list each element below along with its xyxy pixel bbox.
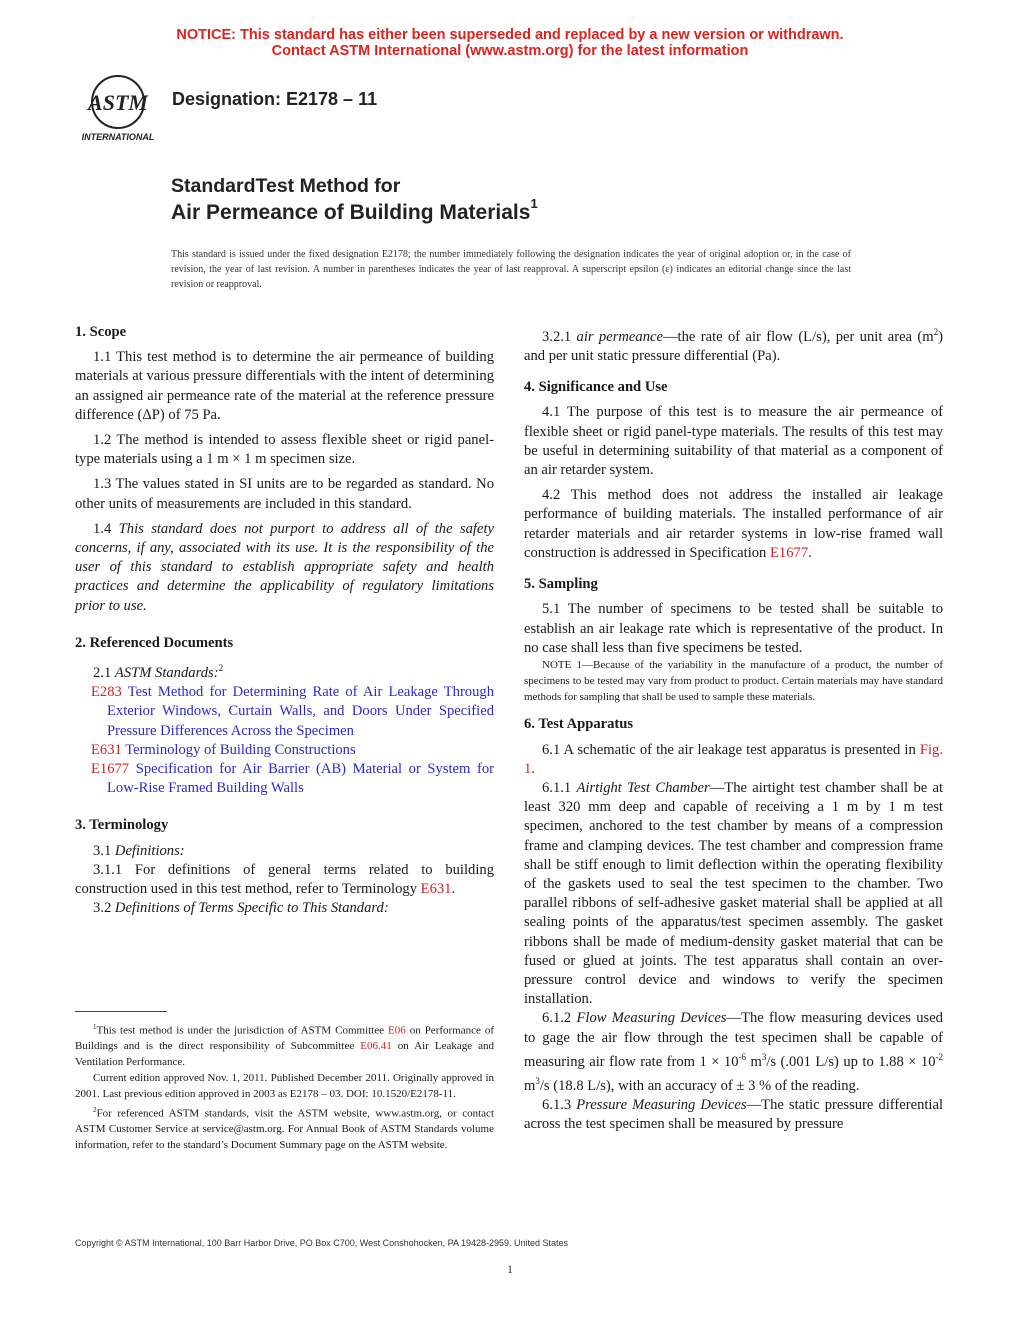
- astm-logo-icon: [74, 74, 162, 144]
- para-3-2-1-num: 3.2.1: [542, 328, 572, 345]
- left-column: [75, 323, 494, 918]
- para-6-1-1-term: Airtight Test Chamber: [576, 779, 710, 796]
- para-3-1-1: 3.1.1 For definitions of general terms related to building construction used in this test method, refer to Terminology E631.: [75, 861, 494, 897]
- para-6-1-3-term: Pressure Measuring Devices: [576, 1096, 747, 1113]
- para-6-1-2-e: /s (18.8 L/s), with an accuracy of ± 3 % of the reading.: [539, 1077, 860, 1094]
- section-heading-scope: 1. Scope: [75, 324, 127, 340]
- footnote-divider: [75, 1011, 167, 1012]
- para-3-1-num: 3.1: [93, 842, 112, 859]
- para-4-1: 4.1 The purpose of this test is to measure the air permeance of flexible sheet or rigid panel-type materials. The results of this test may be useful in determining suitability of that material as a component of an air retarder system.: [524, 404, 943, 479]
- section-heading-terminology: 3. Terminology: [75, 817, 169, 834]
- para-2-1: [75, 659, 494, 683]
- para-6-1-2-d: m: [524, 1077, 536, 1094]
- right-column: [524, 323, 943, 1134]
- para-3-2-1-b: ) and per unit static pressure differential (Pa).: [524, 328, 943, 365]
- para-2-1-num: 2.1: [93, 664, 112, 681]
- para-3-2: [75, 899, 494, 918]
- para-3-1-text: Definitions:: [114, 842, 185, 859]
- para-3-1-1-text: 3.1.1 For definitions of general terms related to building construction used in this test method, refer to Terminology: [75, 861, 494, 897]
- footnote-2-mark: 2: [93, 1105, 97, 1114]
- para-6-1-2-sup2: 3: [761, 1051, 767, 1062]
- para-4-2: 4.2 This method does not address the installed air leakage performance of building materials. The installed performance of air retarder materials and air retarder systems in low-rise framed wall construction is addressed in Specification E1677.: [524, 487, 943, 561]
- reference-item[interactable]: [75, 741, 494, 760]
- ref-link-fig-1[interactable]: Fig. 1: [524, 741, 943, 777]
- ref-title-e283[interactable]: Test Method for Determining Rate of Air Leakage Through Exterior Windows, Curtain Walls, and Doors Under Specified Pressure Differences Across the Specimen: [107, 684, 494, 739]
- section-heading-test-apparatus: 6. Test Apparatus: [524, 716, 634, 733]
- ref-code-e1677[interactable]: E1677: [91, 760, 130, 777]
- para-6-1-3-num: 6.1.3: [542, 1096, 572, 1113]
- title-main: Air Permeance of Building Materials: [171, 201, 531, 224]
- para-6-1-2-sup4: 3: [535, 1075, 540, 1086]
- ref-code-e631[interactable]: E631: [91, 741, 122, 758]
- ref-code-e283[interactable]: E283: [91, 684, 122, 701]
- para-6-1-3: [524, 1096, 943, 1134]
- para-3-2-1: [524, 323, 943, 366]
- notice-line-2: Contact ASTM International (www.astm.org) for the latest information: [271, 43, 749, 59]
- para-6-1-1-text: —The airtight test chamber shall be at least 320 mm deep and capable of receiving a 1 m by 1 m test specimen, anchored to the test chamber by means of a compression frame and clamping devices. The test chamber and compression frame shall be stiff enough to limit deflection within the operating flexibility of the gaskets used to seal the test specimen to the chamber. Two parallel ribbons of self-adhesive gasket material shall be applied at all sealing points of the apparatus/test specimen assembly. The gasket ribbons shall be made of medium-density gasket material that can be fused or glued at joints. The test apparatus shall contain an over-pressure control device and windows to verify the specimen installation.: [524, 779, 944, 1008]
- para-6-1-2-term: Flow Measuring Devices: [576, 1010, 727, 1027]
- footnote-link-e06-41[interactable]: E06.41: [360, 1040, 392, 1053]
- para-2-1-sup: 2: [218, 663, 224, 674]
- para-6-1-1: [524, 779, 943, 1009]
- title-footnote-mark: 1: [530, 196, 538, 211]
- title-line-1: StandardTest Method for: [171, 175, 401, 197]
- footnote-1-b: on Performance of Buildings and is the direct responsibility of Subcommittee: [75, 1024, 495, 1053]
- para-6-1-2-b: m: [746, 1053, 762, 1070]
- footnote-link-e06[interactable]: E06: [388, 1024, 406, 1037]
- section-heading-sampling: 5. Sampling: [524, 576, 598, 593]
- para-3-2-1-sup: 2: [933, 327, 939, 337]
- section-heading-referenced-documents: 2. Referenced Documents: [75, 634, 234, 651]
- para-4-2-text: 4.2 This method does not address the installed air leakage performance of building materials. The installed performance of air retarder materials and air retarder systems in low-rise framed wall construction is addressed in Specification: [524, 487, 943, 561]
- ref-link-e631[interactable]: E631: [420, 880, 452, 897]
- ref-link-e1677[interactable]: E1677: [770, 544, 809, 561]
- footnote-1-c: on Air Leakage and Ventilation Performance.: [75, 1040, 495, 1069]
- para-3-1: [75, 842, 494, 861]
- reference-item[interactable]: [75, 683, 494, 741]
- footnote-2: [75, 1103, 494, 1154]
- intro-paragraph: This standard is issued under the fixed designation E2178; the number immediately following the designation indicates the year of original adoption or, in the case of revision, the year of last revision. A number in parentheses indicates the year of last reapproval. A superscript epsilon (ε) indicates an editorial change since the last revision or reapproval.: [171, 249, 851, 290]
- note-1: NOTE 1—Because of the variability in the manufacture of a product, the number of specimens to be tested may vary from product to product. Certain materials may have standard methods for sampling that shall be used to sample these materials.: [524, 658, 943, 703]
- para-1-2: 1.2 The method is intended to assess flexible sheet or rigid panel-type materials using a 1 m × 1 m specimen size.: [75, 432, 494, 468]
- para-2-1-text: ASTM Standards:: [114, 664, 219, 681]
- para-6-1-2-num: 6.1.2: [542, 1010, 572, 1027]
- para-1-1: 1.1 This test method is to determine the air permeance of building materials at various pressure differentials with the intent of determining an assigned air permeance rate of the material at the reference pressure difference (ΔP) of 75 Pa.: [75, 349, 494, 423]
- copyright-line: Copyright © ASTM International, 100 Barr Harbor Drive, PO Box C700, West Conshohocken, PA 19428-2959. United States: [75, 1238, 569, 1248]
- para-6-1: 6.1 A schematic of the air leakage test apparatus is presented in Fig. 1.: [524, 741, 943, 777]
- logo-mark: ASTM: [88, 90, 148, 115]
- para-6-1-2-a: —The flow measuring devices used to gage the air flow through the test specimen shall be capable of measuring air flow rate from 1 × 10: [524, 1010, 943, 1070]
- logo-label: INTERNATIONAL: [81, 132, 155, 142]
- para-6-1-2-sup1: -6: [738, 1051, 747, 1062]
- para-6-1-2-c: /s (.001 L/s) up to 1.88 × 10: [766, 1053, 936, 1070]
- para-3-2-1-term: air permeance: [576, 328, 663, 345]
- ref-title-e1677[interactable]: Specification for Air Barrier (AB) Material or System for Low-Rise Framed Building Walls: [107, 760, 494, 797]
- astm-logo: [74, 74, 162, 144]
- ref-title-e631[interactable]: Terminology of Building Constructions: [125, 741, 356, 758]
- footnote-1-a: This test method is under the jurisdiction of ASTM Committee: [96, 1024, 385, 1037]
- para-1-4: [75, 520, 494, 616]
- footnote-1-mark: 1: [93, 1023, 97, 1031]
- para-1-4-num: 1.4: [93, 520, 112, 537]
- notice-line-1: NOTICE: This standard has either been superseded and replaced by a new version or withdrawn.: [176, 27, 844, 43]
- reference-item[interactable]: [75, 760, 494, 798]
- para-6-1-3-text: —The static pressure differential across the test specimen shall be measured by pressure: [524, 1096, 944, 1133]
- page-number: 1: [507, 1262, 513, 1276]
- footnotes: [75, 1020, 494, 1154]
- para-1-4-text: This standard does not purport to address all of the safety concerns, if any, associated with its use. It is the responsibility of the user of this standard to establish appropriate safety and health practices and determine the applicability of regulatory limitations prior to use.: [75, 520, 494, 614]
- section-heading-significance: 4. Significance and Use: [524, 379, 668, 396]
- title-line-2: [171, 196, 538, 225]
- para-6-1-1-num: 6.1.1: [542, 779, 572, 796]
- para-3-2-1-a: —the rate of air flow (L/s), per unit area (m: [662, 328, 934, 345]
- para-3-2-num: 3.2: [93, 900, 112, 917]
- para-6-1-2-sup3: -2: [935, 1051, 943, 1062]
- para-1-3: 1.3 The values stated in SI units are to be regarded as standard. No other units of measurements are included in this standard.: [75, 476, 494, 512]
- para-5-1: 5.1 The number of specimens to be tested shall be suitable to establish an air leakage rate which is representative of the product. In no case shall less than five specimens be tested.: [524, 601, 943, 656]
- para-6-1-2: [524, 1009, 943, 1096]
- footnote-1-edition: Current edition approved Nov. 1, 2011. Published December 2011. Originally approved in 2001. Last previous edition approved in 2003 as E2178 – 03. DOI: 10.1520/E2178-11.: [75, 1072, 494, 1100]
- para-3-2-text: Definitions of Terms Specific to This Standard:: [114, 900, 389, 917]
- supersession-notice: [0, 27, 1020, 59]
- footnote-1: [75, 1020, 494, 1071]
- designation: Designation: E2178 – 11: [172, 89, 378, 109]
- para-6-1-text: 6.1 A schematic of the air leakage test apparatus is presented in: [542, 741, 916, 758]
- footnote-2-text: For referenced ASTM standards, visit the ASTM website, www.astm.org, or contact ASTM Customer Service at service@astm.org. For Annual Book of ASTM Standards volume information, refer to the standard’s Document Summary page on the ASTM website.: [75, 1107, 494, 1151]
